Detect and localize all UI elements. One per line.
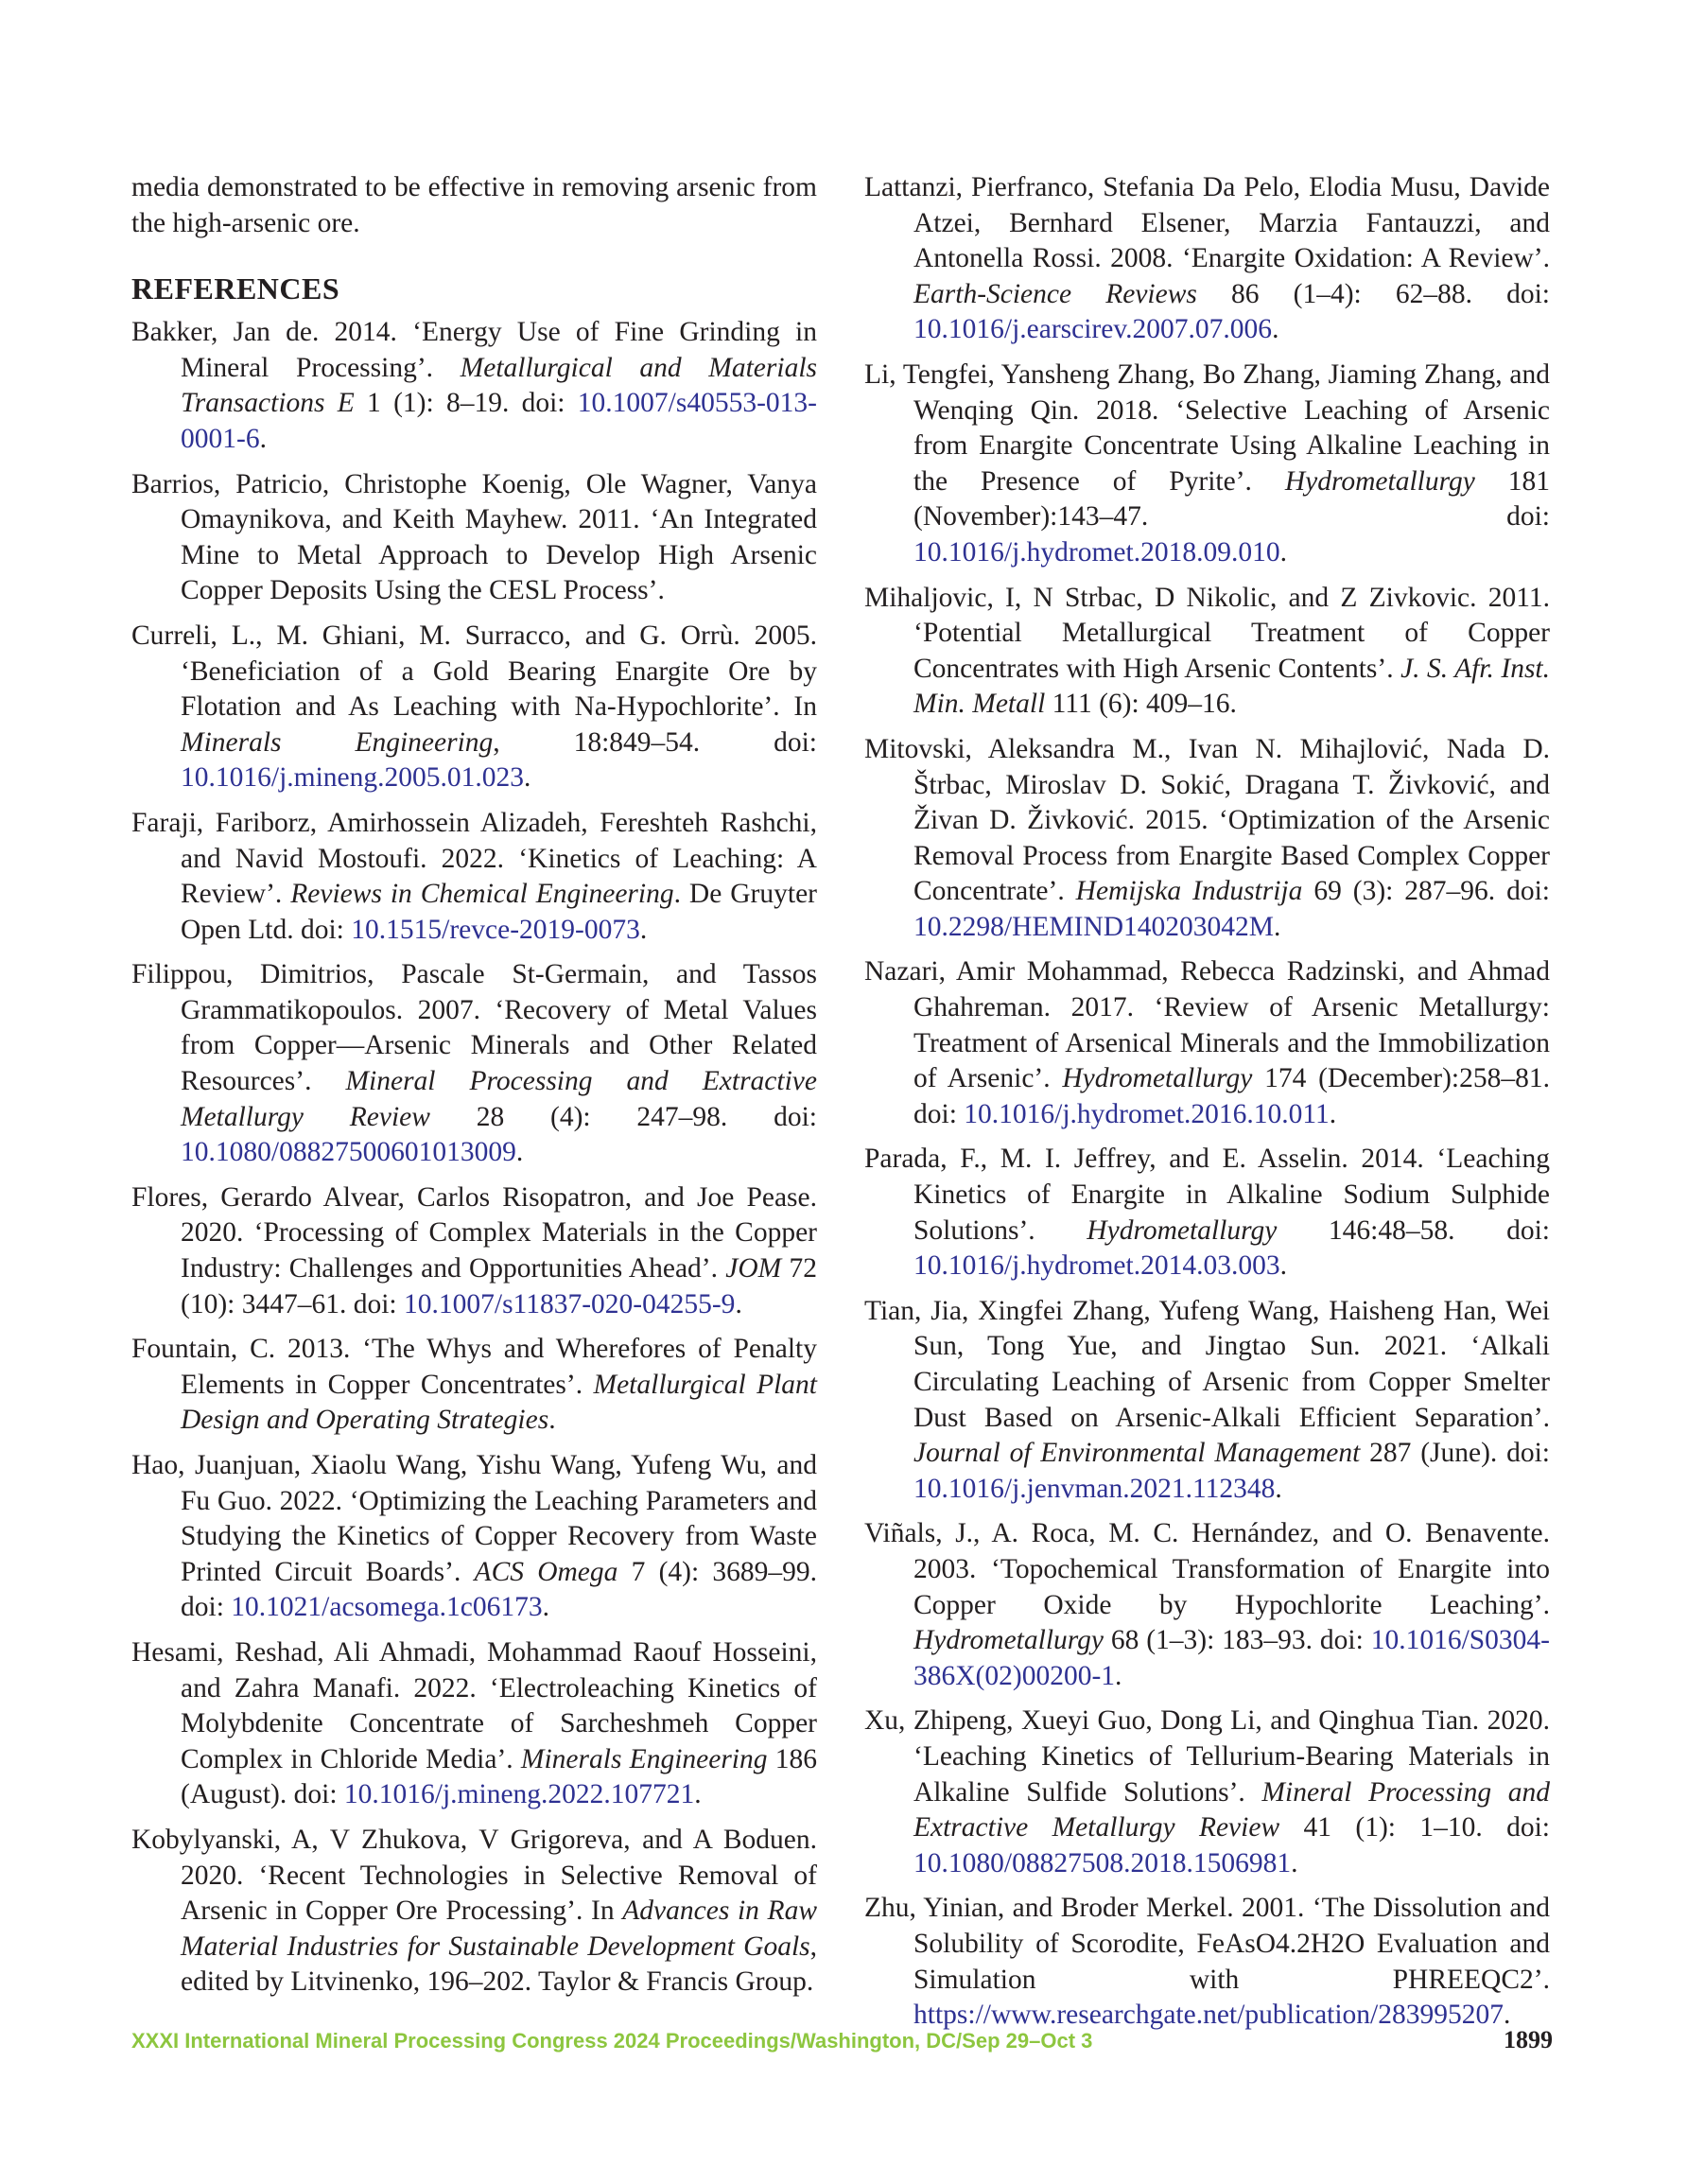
reference-text: Hao, Juanjuan, Xiaolu Wang, Yishu Wang, Yufeng Wu, and Fu Guo. 2022. ‘Optimizing the Leaching Parameters and Studying the Kinetics of Copper Recovery from Waste Printed Circuit Boards’. xyxy=(131,1450,817,1587)
reference-details: , 18:849–54. doi: xyxy=(493,726,817,758)
intro-paragraph: media demonstrated to be effective in removing arsenic from the high-arsenic ore. xyxy=(131,172,817,238)
reference-end: . xyxy=(1275,1473,1282,1504)
reference-doi-link[interactable]: 10.1016/j.earscirev.2007.07.006 xyxy=(913,314,1273,345)
reference-journal: Reviews in Chemical Engineering xyxy=(290,879,674,910)
reference-journal: Hydrometallurgy xyxy=(1062,1063,1253,1094)
reference-details: 86 (1–4): 62–88. doi: xyxy=(1196,278,1550,309)
reference-entry xyxy=(864,1704,1550,1881)
reference-entry xyxy=(864,1891,1550,2033)
reference-list-right xyxy=(864,170,1550,2034)
footer-conference-title: XXXI International Mineral Processing Congress 2024 Proceedings/Washington, DC/Sep 29–Oct 3 xyxy=(131,2029,1093,2053)
reference-doi-link[interactable]: https://www.researchgate.net/publication/283995207 xyxy=(913,2000,1504,2031)
reference-doi-link[interactable]: 10.1007/s11837-020-04255-9 xyxy=(404,1288,736,1319)
reference-end: . xyxy=(1115,1660,1122,1691)
reference-doi-link[interactable]: 10.1515/revce-2019-0073 xyxy=(351,914,640,945)
reference-journal: Minerals Engineering xyxy=(181,726,494,758)
reference-details: 287 (June). doi: xyxy=(1360,1438,1550,1469)
reference-end: . xyxy=(1329,1098,1337,1129)
reference-journal: Hemijska Industrija xyxy=(1075,876,1303,907)
reference-end: . xyxy=(542,1592,549,1623)
reference-details: 186 (August). doi: xyxy=(181,1743,818,1810)
reference-journal: Metallurgical Plant Design and Operating Strategies xyxy=(181,1369,817,1436)
reference-end: . xyxy=(524,762,531,794)
reference-doi-link[interactable]: 10.1016/j.hydromet.2016.10.011 xyxy=(964,1098,1330,1129)
reference-end: . xyxy=(515,1137,524,1168)
reference-text: Faraji, Fariborz, Amirhossein Alizadeh, Fereshteh Rashchi, and Navid Mostoufi. 2022. ‘Kinetics of Leaching: A Review’. xyxy=(131,807,817,910)
reference-journal: ACS Omega xyxy=(474,1556,618,1587)
reference-text: Curreli, L., M. Ghiani, M. Surracco, and G. Orrù. 2005. ‘Beneficiation of a Gold Bearing Enargite Ore by Flotation and As Leaching with Na-Hypochlorite’. In xyxy=(131,620,817,723)
reference-details: 181 (November):143–47. doi: xyxy=(913,465,1550,533)
reference-text: Parada, F., M. I. Jeffrey, and E. Asselin. 2014. ‘Leaching Kinetics of Enargite in Alkaline Sodium Sulphide Solutions’. xyxy=(864,1144,1550,1246)
reference-journal: Hydrometallurgy xyxy=(1087,1214,1278,1246)
reference-details: , edited by Litvinenko, 196–202. Taylor & Francis Group. xyxy=(181,1931,817,1998)
reference-details: 7 (4): 3689–99. doi: xyxy=(181,1556,817,1623)
reference-entry xyxy=(864,1294,1550,1508)
reference-details: 146:48–58. doi: xyxy=(1277,1214,1550,1246)
reference-entry xyxy=(131,1448,817,1626)
left-column xyxy=(131,170,817,2010)
reference-details: . De Gruyter Open Ltd. doi: xyxy=(181,879,817,945)
reference-entry xyxy=(131,1823,817,2001)
reference-entry xyxy=(864,954,1550,1132)
right-column xyxy=(864,170,1550,2043)
reference-entry xyxy=(131,315,817,457)
reference-text: Tian, Jia, Xingfei Zhang, Yufeng Wang, Haisheng Han, Wei Sun, Tong Yue, and Jingtao Sun. 2021. ‘Alkali Circulating Leaching of Arsenic from Copper Smelter Dust Based on Arsenic-Alkali Efficient Separation’. xyxy=(864,1295,1550,1433)
reference-text: Mihaljovic, I, N Strbac, D Nikolic, and Z Zivkovic. 2011. ‘Potential Metallurgical Treatment of Copper Concentrates with High Arsenic Contents’. xyxy=(864,582,1550,684)
reference-text: Xu, Zhipeng, Xueyi Guo, Dong Li, and Qinghua Tian. 2020. ‘Leaching Kinetics of Tellurium-Bearing Materials in Alkaline Sulfide Solutions’. xyxy=(864,1705,1550,1808)
reference-end: . xyxy=(1291,1847,1298,1878)
reference-text: Bakker, Jan de. 2014. ‘Energy Use of Fine Grinding in Mineral Processing’. xyxy=(131,317,817,383)
reference-doi-link[interactable]: 10.1007/s40553-013-0001-6 xyxy=(181,388,817,454)
reference-journal: Metallurgical and Materials Transactions E xyxy=(181,352,817,419)
reference-entry xyxy=(131,957,817,1171)
reference-entry xyxy=(864,1142,1550,1284)
reference-text: Li, Tengfei, Yansheng Zhang, Bo Zhang, Jiaming Zhang, and Wenqing Qin. 2018. ‘Selective Leaching of Arsenic from Enargite Concentrate Using Alkaline Leaching in the Presence of Pyrite’. xyxy=(864,358,1550,497)
reference-journal: Earth-Science Reviews xyxy=(913,278,1197,309)
reference-text: Flores, Gerardo Alvear, Carlos Risopatron, and Joe Pease. 2020. ‘Processing of Complex Materials in the Copper Industry: Challenges and Opportunities Ahead’. xyxy=(131,1181,817,1284)
reference-text: Mitovski, Aleksandra M., Ivan N. Mihajlović, Nada D. Štrbac, Miroslav D. Sokić, Dragana T. Živković, and Živan D. Živković. 2015. ‘Optimization of the Arsenic Removal Process from Enargite Based Complex Copper Concentrate’. xyxy=(864,733,1550,907)
reference-text: Nazari, Amir Mohammad, Rebecca Radzinski, and Ahmad Ghahreman. 2017. ‘Review of Arsenic Metallurgy: Treatment of Arsenical Minerals and the Immobilization of Arsenic’. xyxy=(864,956,1550,1094)
reference-doi-link[interactable]: 10.1016/j.mineng.2005.01.023 xyxy=(181,762,525,794)
reference-details: 72 (10): 3447–61. doi: xyxy=(181,1253,818,1319)
reference-entry xyxy=(864,170,1550,348)
reference-details: 41 (1): 1–10. doi: xyxy=(1279,1812,1550,1843)
reference-doi-link[interactable]: 10.1016/j.hydromet.2018.09.010 xyxy=(913,536,1280,568)
reference-text: Zhu, Yinian, and Broder Merkel. 2001. ‘The Dissolution and Solubility of Scorodite, FeAsO4.2H2O Evaluation and Simulation with PHREEQC2’. xyxy=(864,1893,1550,1995)
reference-text: Filippou, Dimitrios, Pascale St-Germain, and Tassos Grammatikopoulos. 2007. ‘Recovery of Metal Values from Copper—Arsenic Minerals and Other Related Resources’. xyxy=(131,959,817,1097)
reference-entry xyxy=(131,1635,817,1813)
reference-details: 111 (6): 409–16. xyxy=(1045,689,1237,720)
reference-text: Kobylyanski, A, V Zhukova, V Grigoreva, and A Boduen. 2020. ‘Recent Technologies in Selective Removal of Arsenic in Copper Ore Processing’. In xyxy=(131,1824,817,1927)
reference-journal: Hydrometallurgy xyxy=(1284,465,1475,497)
reference-doi-link[interactable]: 10.1016/S0304-386X(02)00200-1 xyxy=(913,1625,1550,1691)
reference-entry xyxy=(864,358,1550,571)
reference-end: . xyxy=(259,423,267,454)
reference-entry xyxy=(131,806,817,948)
reference-journal: Hydrometallurgy xyxy=(913,1625,1104,1656)
reference-text: Lattanzi, Pierfranco, Stefania Da Pelo, Elodia Musu, Davide Atzei, Bernhard Elsener, Marzia Fantauzzi, and Antonella Rossi. 2008. ‘Enargite Oxidation: A Review’. xyxy=(864,172,1550,274)
reference-details: 68 (1–3): 183–93. doi: xyxy=(1104,1625,1371,1656)
reference-end: . xyxy=(639,914,648,945)
reference-text: Hesami, Reshad, Ali Ahmadi, Mohammad Raouf Hosseini, and Zahra Manafi. 2022. ‘Electroleaching Kinetics of Molybdenite Concentrate of Sarcheshmeh Copper Complex in Chloride Media’. xyxy=(131,1636,817,1774)
reference-doi-link[interactable]: 10.1021/acsomega.1c06173 xyxy=(231,1592,543,1623)
reference-entry xyxy=(131,1180,817,1322)
reference-details: 28 (4): 247–98. doi: xyxy=(429,1101,817,1132)
reference-text: Viñals, J., A. Roca, M. C. Hernández, and O. Benavente. 2003. ‘Topochemical Transformation of Enargite into Copper Oxide by Hypochlorite Leaching’. xyxy=(864,1518,1550,1620)
reference-list-left xyxy=(131,315,817,2001)
reference-end: . xyxy=(1274,911,1281,942)
reference-entry xyxy=(131,467,817,609)
reference-entry xyxy=(131,619,817,796)
reference-text: Barrios, Patricio, Christophe Koenig, Ole Wagner, Vanya Omaynikova, and Keith Mayhew. 2011. ‘An Integrated Mine to Metal Approach to Develop High Arsenic Copper Deposits Using the CESL Process’. xyxy=(131,468,817,606)
reference-end: . xyxy=(1279,1250,1287,1282)
reference-end: . xyxy=(694,1779,702,1810)
reference-journal: Mineral Processing and Extractive Metallurgy Review xyxy=(913,1776,1551,1843)
references-heading: REFERENCES xyxy=(131,271,340,306)
reference-doi-link[interactable]: 10.1016/j.jenvman.2021.112348 xyxy=(913,1473,1276,1504)
reference-doi-link[interactable]: 10.1016/j.hydromet.2014.03.003 xyxy=(913,1250,1280,1282)
reference-journal: Journal of Environmental Management xyxy=(913,1438,1361,1469)
reference-journal: Minerals Engineering xyxy=(520,1743,768,1774)
reference-entry xyxy=(131,1332,817,1439)
reference-journal: J. S. Afr. Inst. Min. Metall xyxy=(913,653,1550,720)
reference-journal: Advances in Raw Material Industries for Sustainable Development Goals xyxy=(181,1896,817,1962)
reference-details: . xyxy=(548,1405,556,1436)
reference-entry xyxy=(864,732,1550,946)
reference-details: 69 (3): 287–96. doi: xyxy=(1302,876,1550,907)
reference-doi-link[interactable]: 10.1080/08827500601013009 xyxy=(181,1137,516,1168)
reference-end: . xyxy=(1504,2000,1511,2031)
reference-doi-link[interactable]: 10.1080/08827508.2018.1506981 xyxy=(913,1847,1292,1878)
footer xyxy=(131,2028,1550,2054)
page-number: 1899 xyxy=(1504,2026,1553,2053)
reference-doi-link[interactable]: 10.1016/j.mineng.2022.107721 xyxy=(343,1779,695,1810)
reference-doi-link[interactable]: 10.2298/HEMIND140203042M xyxy=(913,911,1275,942)
reference-entry xyxy=(864,581,1550,723)
reference-end: . xyxy=(1272,314,1279,345)
reference-details: 174 (December):258–81. doi: xyxy=(913,1063,1550,1129)
reference-details: 1 (1): 8–19. doi: xyxy=(354,388,578,419)
reference-journal: Mineral Processing and Extractive Metallurgy Review xyxy=(181,1066,817,1132)
reference-end: . xyxy=(1279,536,1287,568)
reference-entry xyxy=(864,1516,1550,1694)
reference-journal: JOM xyxy=(725,1253,782,1284)
reference-end: . xyxy=(735,1288,742,1319)
reference-text: Fountain, C. 2013. ‘The Whys and Wherefores of Penalty Elements in Copper Concentrates’. xyxy=(131,1334,817,1400)
